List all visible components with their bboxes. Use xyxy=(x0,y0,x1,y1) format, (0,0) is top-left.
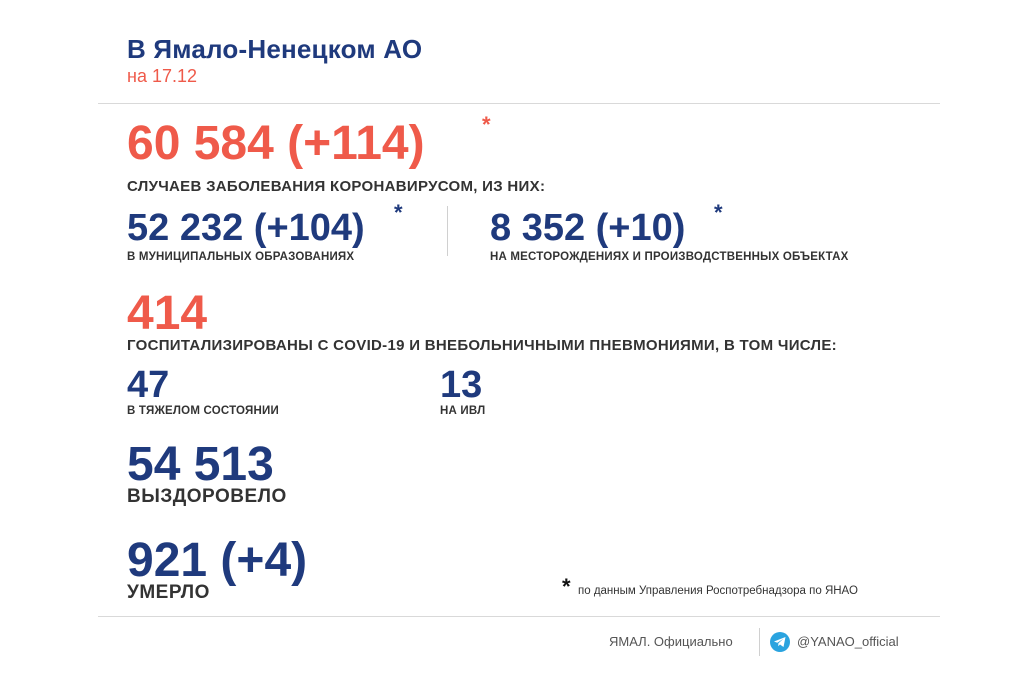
top-divider xyxy=(98,103,940,104)
telegram-icon[interactable] xyxy=(770,632,790,652)
total-cases-label: СЛУЧАЕВ ЗАБОЛЕВАНИЯ КОРОНАВИРУСОМ, ИЗ НИХ: xyxy=(127,178,546,195)
report-date: на 17.12 xyxy=(127,66,197,86)
total-cases-value: 60 584 (+114) xyxy=(127,117,425,170)
telegram-handle-link[interactable]: @YANAO_official xyxy=(797,634,899,649)
page-title: В Ямало-Ненецком АО xyxy=(127,34,423,64)
municipal-cases-value: 52 232 (+104) xyxy=(127,207,365,249)
footer-source: ЯМАЛ. Официально xyxy=(609,634,733,649)
ventilator-label: НА ИВЛ xyxy=(440,405,486,417)
severe-value: 47 xyxy=(127,364,170,406)
recovered-label: ВЫЗДОРОВЕЛО xyxy=(127,486,287,507)
severe-label: В ТЯЖЕЛОМ СОСТОЯНИИ xyxy=(127,405,279,417)
recovered-value: 54 513 xyxy=(127,438,274,491)
municipal-cases-label: В МУНИЦИПАЛЬНЫХ ОБРАЗОВАНИЯХ xyxy=(127,251,355,263)
field-cases-value: 8 352 (+10) xyxy=(490,207,686,249)
footer-divider xyxy=(759,628,760,656)
field-cases-label: НА МЕСТОРОЖДЕНИЯХ И ПРОИЗВОДСТВЕННЫХ ОБЪЕКТАХ xyxy=(490,251,849,263)
hospitalized-value: 414 xyxy=(127,287,208,340)
died-value: 921 (+4) xyxy=(127,534,308,587)
ventilator-value: 13 xyxy=(440,364,483,406)
bottom-divider xyxy=(98,616,940,617)
hospitalized-label: ГОСПИТАЛИЗИРОВАНЫ С COVID-19 И ВНЕБОЛЬНИЧНЫМИ ПНЕВМОНИЯМИ, В ТОМ ЧИСЛЕ: xyxy=(127,337,837,354)
footnote-text: по данным Управления Роспотребнадзора по ЯНАО xyxy=(578,585,858,597)
total-cases-asterisk: * xyxy=(482,112,491,137)
footnote-asterisk: * xyxy=(562,574,571,599)
municipal-cases-asterisk: * xyxy=(394,200,403,225)
died-label: УМЕРЛО xyxy=(127,582,210,603)
field-cases-asterisk: * xyxy=(714,200,723,225)
cases-divider xyxy=(447,206,448,256)
